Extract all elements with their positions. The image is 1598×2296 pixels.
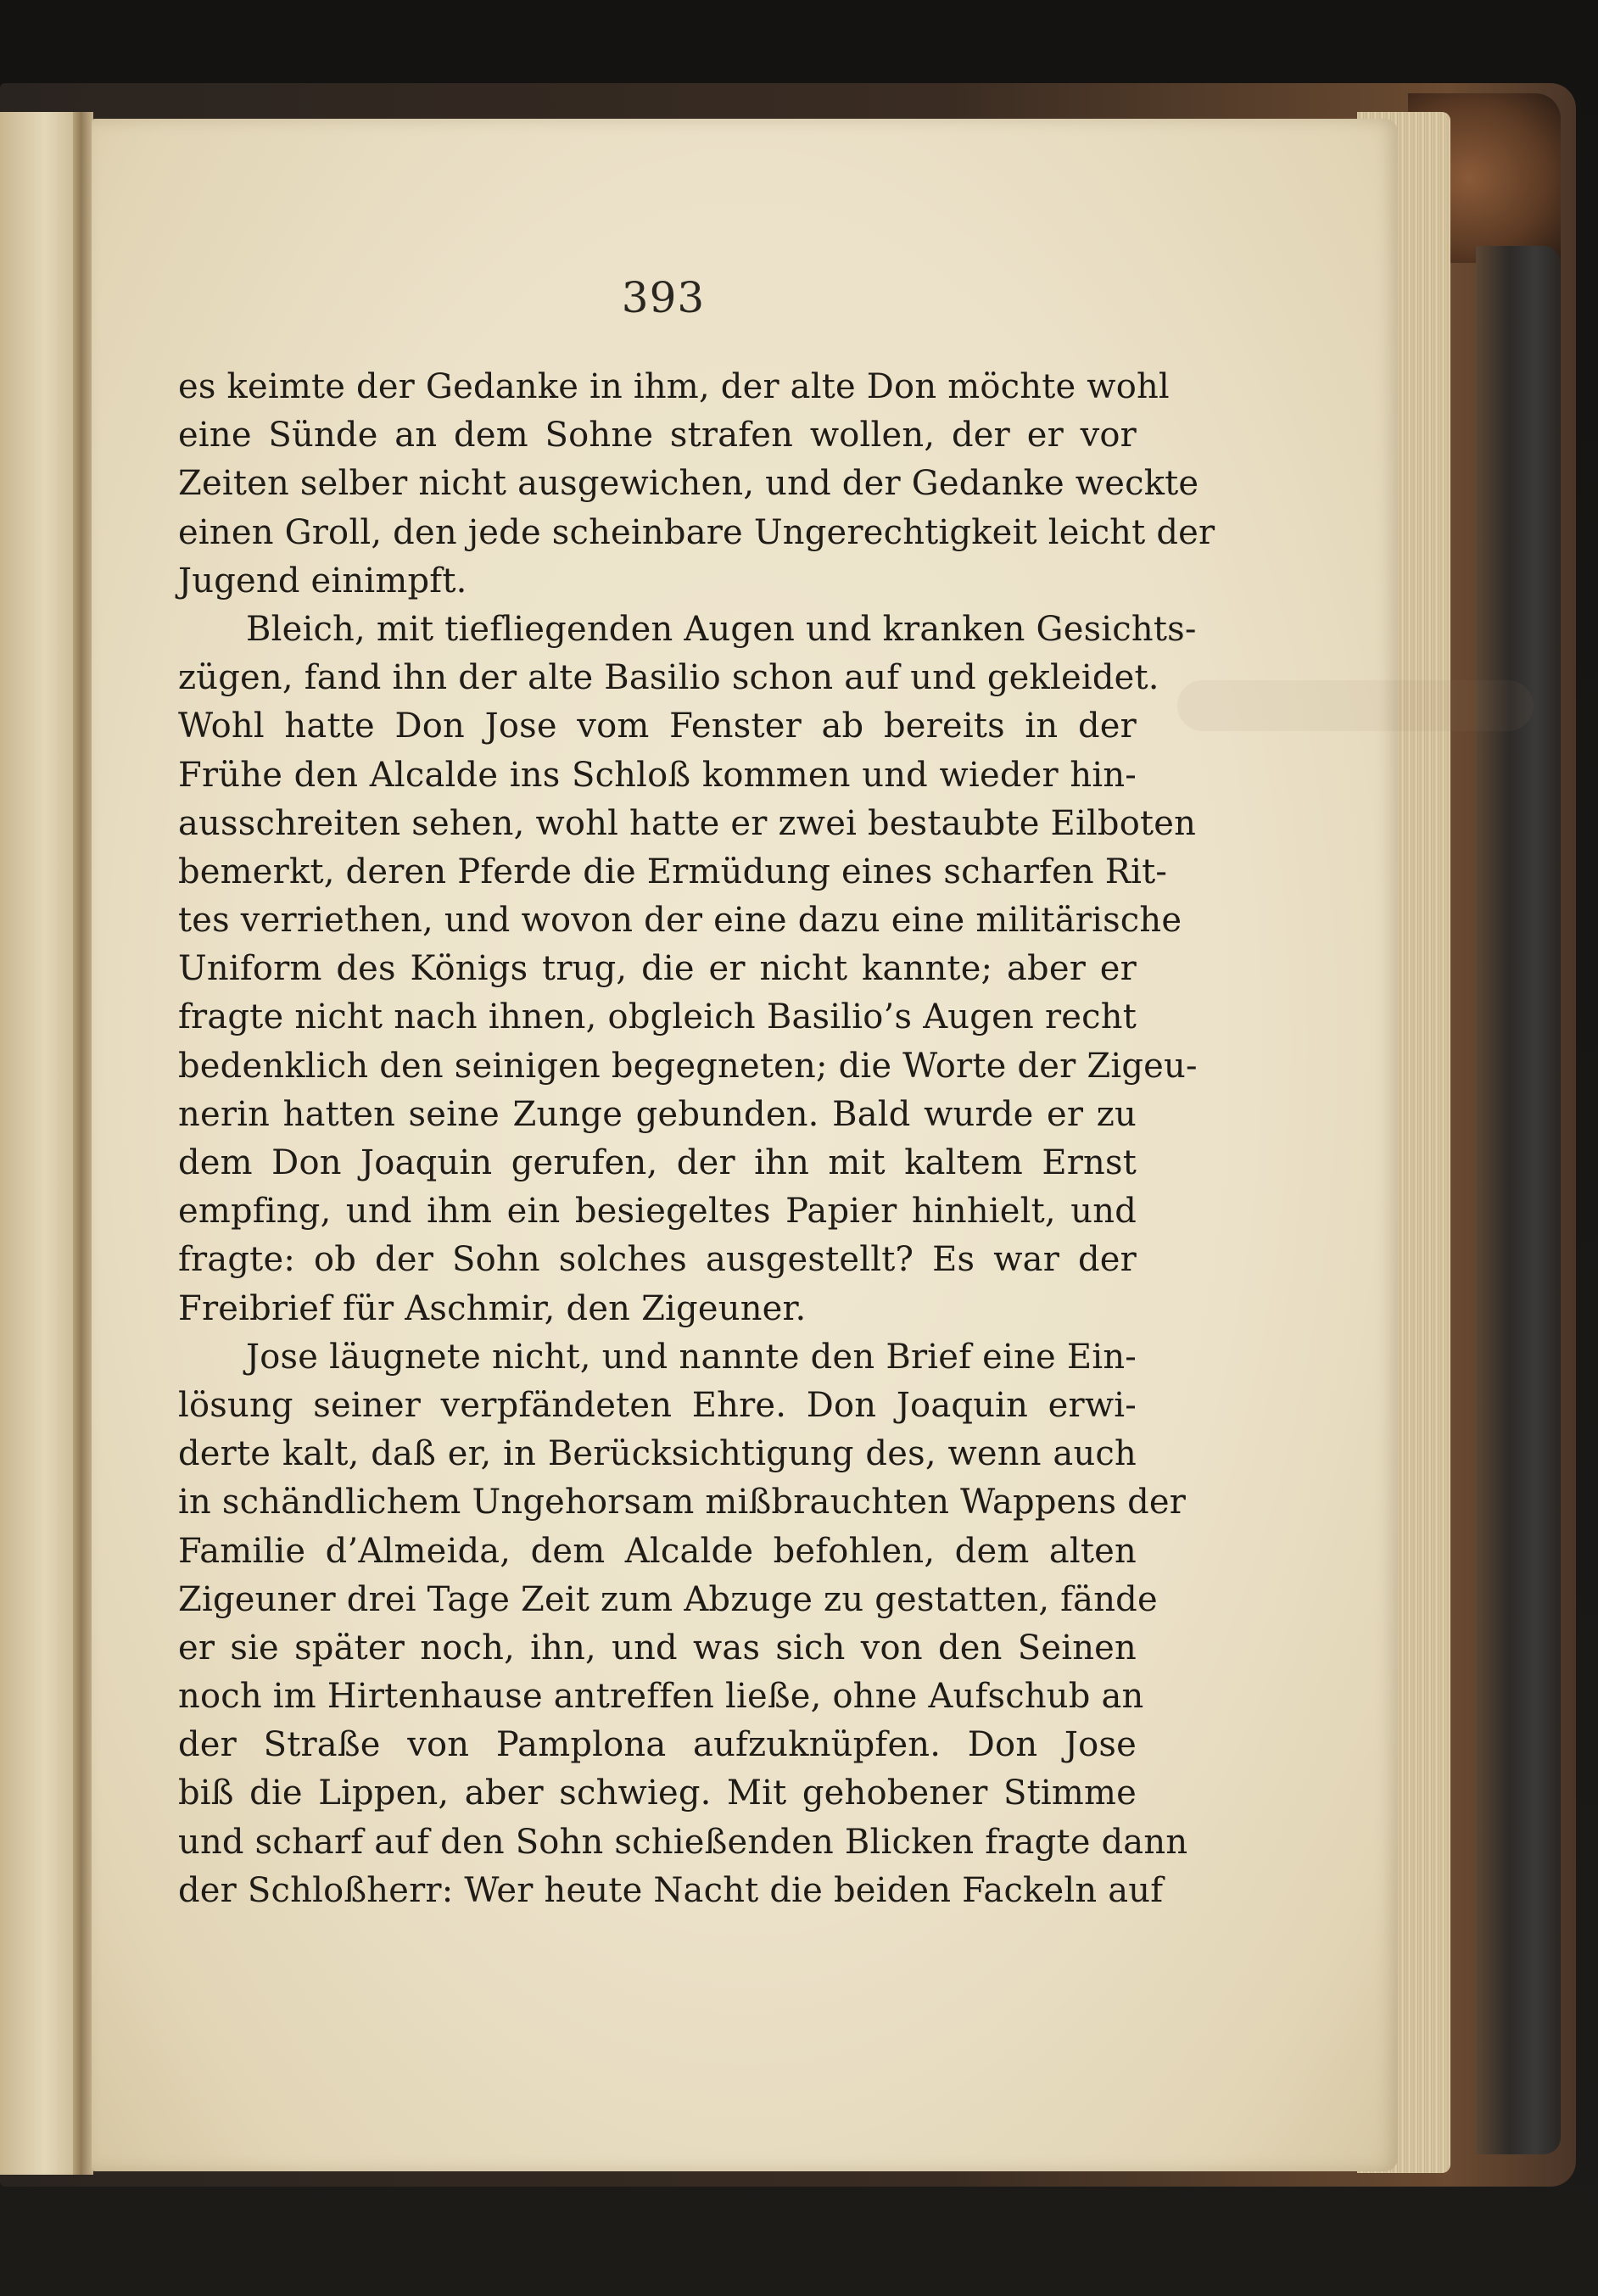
text-line: dem Don Joaquin gerufen, der ihn mit kaltem Ernst: [178, 1143, 1137, 1182]
text-line: Jugend einimpft.: [178, 561, 467, 601]
text-line: fragte: ob der Sohn solches ausgestellt? Es war der: [178, 1240, 1137, 1280]
text-line: eine Sünde an dem Sohne strafen wollen, der er vor: [178, 416, 1137, 455]
book-spine-edge: [1476, 246, 1561, 2154]
text-line: biß die Lippen, aber schwieg. Mit gehobener Stimme: [178, 1774, 1137, 1813]
text-line: er sie später noch, ihn, und was sich von den Seinen: [178, 1628, 1137, 1668]
text-line: es keimte der Gedanke in ihm, der alte Don möchte wohl: [178, 367, 1170, 406]
text-line: Zigeuner drei Tage Zeit zum Abzuge zu gestatten, fände: [178, 1579, 1158, 1619]
text-line: zügen, fand ihn der alte Basilio schon auf und gekleidet.: [178, 658, 1159, 698]
text-line: Jose läugnete nicht, und nannte den Brief eine Ein-: [246, 1337, 1137, 1377]
text-line: ausschreiten sehen, wohl hatte er zwei bestaubte Eilboten: [178, 803, 1197, 843]
text-line: derte kalt, daß er, in Berücksichtigung des, wenn auch: [178, 1434, 1137, 1474]
text-line: der Straße von Pamplona aufzuknüpfen. Don Jose: [178, 1725, 1137, 1765]
text-line: fragte nicht nach ihnen, obgleich Basilio’s Augen recht: [178, 997, 1137, 1037]
text-line: Zeiten selber nicht ausgewichen, und der Gedanke weckte: [178, 464, 1199, 504]
text-line: und scharf auf den Sohn schießenden Blicken fragte dann: [178, 1822, 1188, 1862]
text-line: der Schloßherr: Wer heute Nacht die beiden Fackeln auf: [178, 1870, 1164, 1910]
ink-bleed-through: [1177, 680, 1534, 731]
text-line: bedenklich den seinigen begegneten; die Worte der Zigeu-: [178, 1046, 1198, 1086]
left-page-sliver: [0, 112, 75, 2175]
text-line: Uniform des Königs trug, die er nicht kannte; aber er: [178, 949, 1137, 989]
text-line: noch im Hirtenhause antreffen ließe, ohne Aufschub an: [178, 1677, 1144, 1717]
text-line: lösung seiner verpfändeten Ehre. Don Joaquin erwi-: [178, 1385, 1137, 1425]
text-line: nerin hatten seine Zunge gebunden. Bald wurde er zu: [178, 1094, 1137, 1134]
page-text-block: [178, 363, 1215, 1915]
text-line: Freibrief für Aschmir, den Zigeuner.: [178, 1288, 807, 1328]
text-line: in schändlichem Ungehorsam mißbrauchten Wappens der: [178, 1483, 1187, 1522]
text-line: Wohl hatte Don Jose vom Fenster ab bereits in der: [178, 707, 1137, 746]
text-line: einen Groll, den jede scheinbare Ungerechtigkeit leicht der: [178, 512, 1215, 552]
page-number: 393: [621, 273, 706, 322]
text-line: tes verriethen, und wovon der eine dazu eine militärische: [178, 901, 1182, 941]
text-line: Frühe den Alcalde ins Schloß kommen und wieder hin-: [178, 755, 1137, 795]
text-line: Familie d’Almeida, dem Alcalde befohlen, dem alten: [178, 1531, 1137, 1571]
text-line: bemerkt, deren Pferde die Ermüdung eines scharfen Rit-: [178, 852, 1168, 891]
text-line: empfing, und ihm ein besiegeltes Papier hinhielt, und: [178, 1192, 1137, 1232]
book-gutter: [73, 112, 93, 2175]
text-line: Bleich, mit tiefliegenden Augen und kranken Gesichts-: [246, 609, 1197, 649]
